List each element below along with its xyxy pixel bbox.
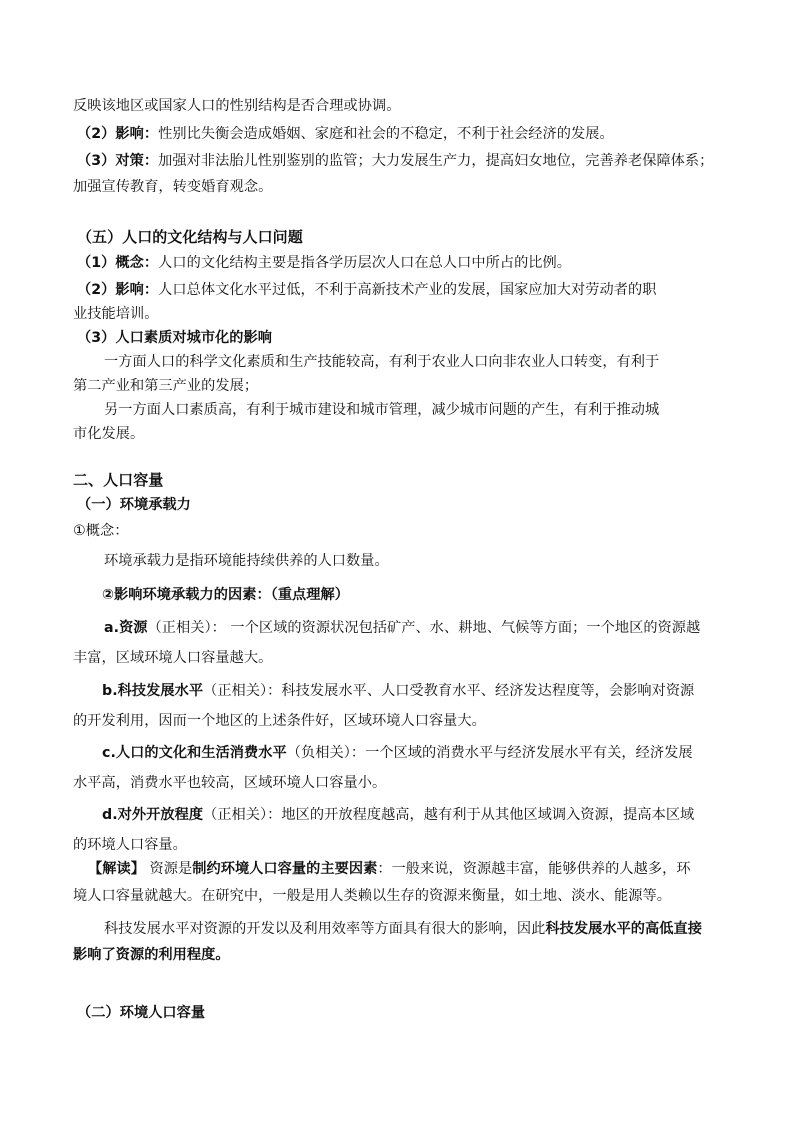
impact-item [77,124,614,144]
part-heading: 二、人口容量 [73,471,164,489]
factor-b [102,681,694,701]
paragraph-line: 的开发利用，因而一个地区的上述条件好，区域环境人口容量大。 [73,713,486,729]
factor-label: c.人口的文化和生活消费水平 [102,745,287,761]
factor-text: 地区的开放程度越高，越有利于从其他区域调入资源，提高本区域 [281,807,695,823]
factor-relation: （正相关）： [203,807,282,823]
concept-text: 环境承载力是指环境能持续供养的人口数量。 [104,553,389,569]
tech-emphasis-line: 影响了资源的利用程度。 [73,947,230,963]
interpretation-text: ：一般来说，资源越丰富，能够供养的人越多，环 [377,861,691,877]
section-heading: （五）人口的文化结构与人口问题 [77,228,303,246]
tech-emphasis: 科技发展水平的高低直接 [545,921,702,937]
subsection-heading: （一）环境承载力 [77,497,191,513]
paragraph-line: 水平高，消费水平也较高，区域环境人口容量小。 [73,775,387,791]
subsection-heading: （二）环境人口容量 [77,1005,206,1021]
paragraph-line: 的环境人口容量。 [73,837,187,853]
item-text: 加强对非法胎儿性别鉴别的监管；大力发展生产力，提高妇女地位，完善养老保障体系； [158,153,714,169]
paragraph-line: 另一方面人口素质高，有利于城市建设和城市管理，减少城市问题的产生，有利于推动城 [104,402,660,418]
interpretation-text: 资源是 [144,861,193,877]
paragraph-line: 市化发展。 [73,426,145,442]
measures-item [77,151,713,171]
factor-label: b.科技发展水平 [102,683,204,699]
factor-c [102,743,693,763]
item-text: 性别比失衡会造成婚姻、家庭和社会的不稳定，不利于社会经济的发展。 [158,126,614,142]
concept-item [77,253,571,273]
factor-d [102,805,694,825]
concept-label: ①概念： [73,523,129,539]
interpretation-line [88,859,691,879]
impact-item [77,280,656,300]
item-text: 人口的文化结构主要是指各学历层次人口在总人口中所占的比例。 [158,255,572,271]
item-label: （1）概念： [77,255,159,271]
factor-text: 科技发展水平、人口受教育水平、经济发达程度等，会影响对资源 [281,683,695,699]
item-label: （3）对策： [77,153,159,169]
paragraph-line: 业技能培训。 [73,306,159,322]
factor-a [104,618,700,638]
paragraph-line: 一方面人口的科学文化素质和生产技能较高，有利于农业人口向非农业人口转变，有利于 [104,354,660,370]
paragraph-line: 第二产业和第三产业的发展； [73,378,259,394]
factors-heading: ②影响环境承载力的因素：（重点理解） [102,587,350,603]
paragraph-line: 境人口容量就越大。在研究中，一般是用人类赖以生存的资源来衡量，如土地、淡水、能源等。 [73,888,671,904]
factor-label: d.对外开放程度 [102,807,204,823]
paragraph-line: 加强宣传教育，转变婚育观念。 [73,179,273,195]
item-label: （2）影响： [77,126,159,142]
factor-relation: （正相关）： [203,683,282,699]
subsection-heading: （3）人口素质对城市化的影响 [77,330,273,346]
tech-text: 科技发展水平对资源的开发以及利用效率等方面具有很大的影响，因此 [104,921,546,937]
tech-paragraph [104,919,702,939]
item-label: （2）影响： [77,282,159,298]
interpretation-label: 【解读】 [88,861,145,877]
item-text: 人口总体文化水平过低，不利于高新技术产业的发展，国家应加大对劳动者的职 [158,282,657,298]
factor-relation: （负相关）： [286,745,366,761]
paragraph-line: 反映该地区或国家人口的性别结构是否合理或协调。 [73,98,401,114]
interpretation-emphasis: 制约环境人口容量的主要因素 [192,861,378,877]
paragraph-line: 丰富，区域环境人口容量越大。 [73,650,273,666]
factor-text: 一个区域的资源状况包括矿产、水、耕地、气候等方面；一个地区的资源越 [225,620,701,636]
factor-relation: （正相关）： [147,620,226,636]
factor-text: 一个区域的消费水平与经济发展水平有关，经济发展 [365,745,693,761]
factor-label: a.资源 [104,620,148,636]
